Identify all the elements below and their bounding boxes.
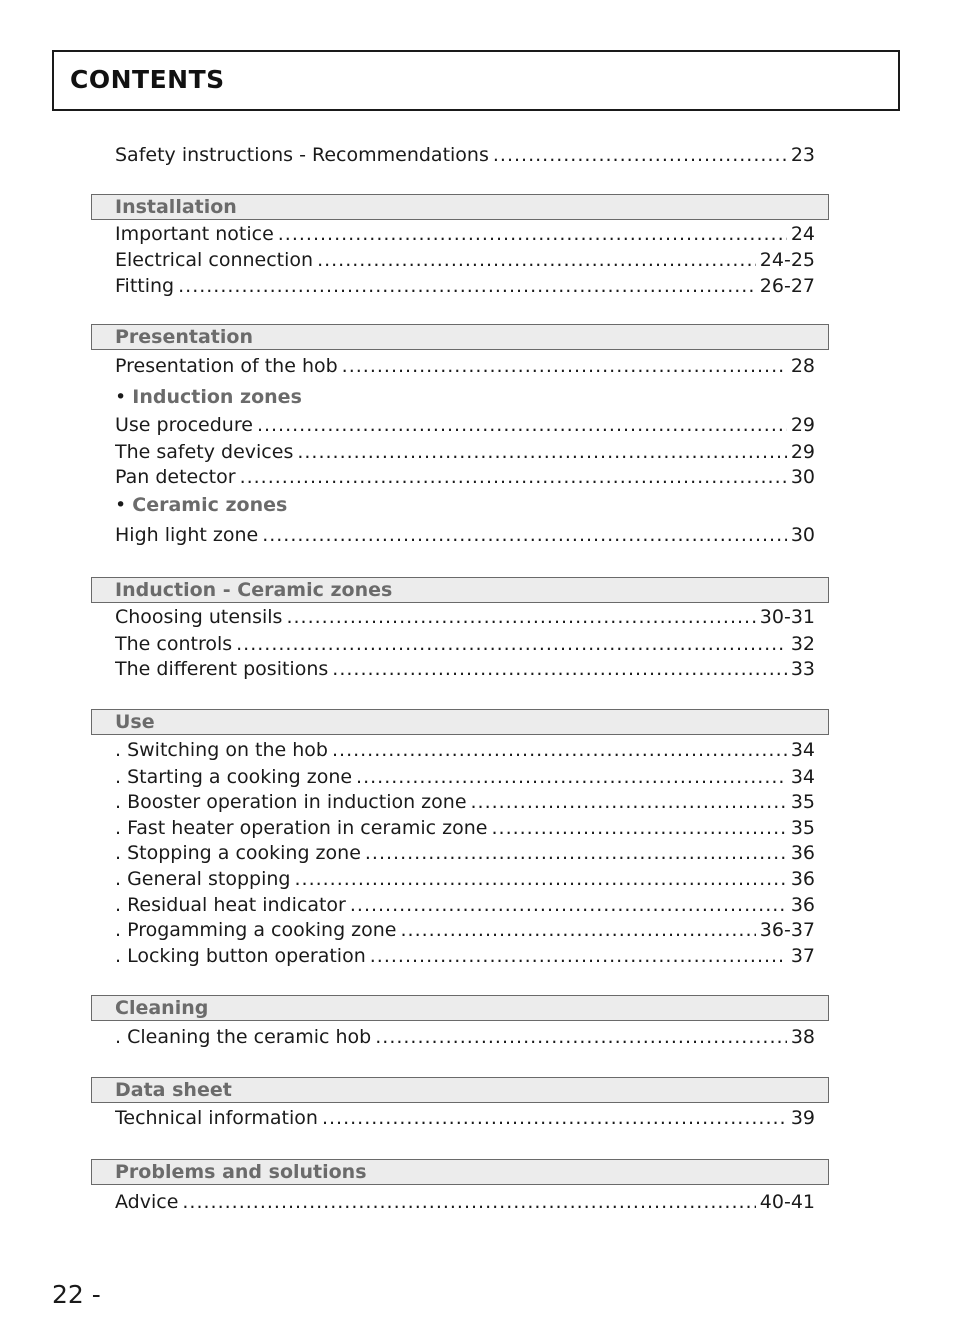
dot-leader [286,604,755,630]
dot-leader [471,789,787,815]
toc-entry-page: 30-31 [759,606,815,628]
dot-leader [375,1024,787,1050]
toc-entry-label: Safety instructions - Recommendations [115,144,489,166]
bullet: • [115,386,127,408]
dot-leader [317,247,756,273]
toc-entry-label: The safety devices [115,441,294,463]
section-header-label: Problems and solutions [115,1161,367,1183]
section-header-use [91,709,829,735]
page-number: 22 - [52,1280,101,1309]
dot-leader [240,464,787,490]
toc-entry-choosing-utensils[interactable] [115,604,815,630]
dot-leader [370,943,787,969]
section-header-presentation [91,324,829,350]
toc-entry-label: . Stopping a cooking zone [115,842,361,864]
section-header-data-sheet [91,1077,829,1103]
toc-entry-page: 28 [790,355,815,377]
toc-entry-label: Important notice [115,223,274,245]
toc-entry-page: 38 [790,1026,815,1048]
toc-entry-starting-zone[interactable] [115,764,815,790]
toc-entry-page: 24 [790,223,815,245]
dot-leader [257,412,787,438]
section-header-label: Presentation [115,326,253,348]
section-header-label: Installation [115,196,237,218]
subheading-ceramic-zones [115,492,287,518]
toc-entry-label: The controls [115,633,233,655]
toc-entry-page: 23 [790,144,815,166]
toc-entry-pan-detector[interactable] [115,464,815,490]
toc-entry-safety[interactable] [115,142,815,168]
toc-entry-different-positions[interactable] [115,656,815,682]
toc-entry-fitting[interactable] [115,273,815,299]
toc-entry-page: 39 [790,1107,815,1129]
dot-leader [178,273,756,299]
dot-leader [356,764,787,790]
toc-entry-programming-zone[interactable] [115,917,815,943]
toc-entry-page: 30 [790,524,815,546]
toc-entry-label: Fitting [115,275,175,297]
toc-entry-label: . Residual heat indicator [115,894,346,916]
toc-entry-label: The different positions [115,658,329,680]
toc-entry-locking-button[interactable] [115,943,815,969]
section-header-label: Cleaning [115,997,209,1019]
toc-entry-page: 36 [790,842,815,864]
toc-entry-page: 36 [790,894,815,916]
toc-entry-safety-devices[interactable] [115,439,815,465]
toc-entry-important-notice[interactable] [115,221,815,247]
toc-entry-page: 35 [790,817,815,839]
toc-entry-controls[interactable] [115,631,815,657]
dot-leader [294,866,786,892]
dot-leader [342,353,787,379]
toc-entry-label: . Fast heater operation in ceramic zone [115,817,488,839]
toc-entry-stopping-zone[interactable] [115,840,815,866]
dot-leader [350,892,787,918]
toc-entry-page: 37 [790,945,815,967]
toc-entry-page: 30 [790,466,815,488]
toc-entry-general-stopping[interactable] [115,866,815,892]
toc-entry-electrical-connection[interactable] [115,247,815,273]
dot-leader [401,917,756,943]
subheading-induction-zones [115,384,302,410]
bullet: • [115,494,127,516]
toc-entry-cleaning-hob[interactable] [115,1024,815,1050]
toc-entry-residual-heat[interactable] [115,892,815,918]
toc-entry-label: . Cleaning the ceramic hob [115,1026,372,1048]
toc-entry-page: 35 [790,791,815,813]
toc-entry-page: 26-27 [759,275,815,297]
section-header-label: Use [115,711,155,733]
toc-entry-fast-heater[interactable] [115,815,815,841]
dot-leader [262,522,787,548]
toc-entry-switching-on[interactable] [115,737,815,763]
toc-entry-page: 34 [790,739,815,761]
toc-entry-label: . Booster operation in induction zone [115,791,467,813]
toc-entry-label: High light zone [115,524,259,546]
toc-entry-page: 32 [790,633,815,655]
dot-leader [332,656,787,682]
toc-entry-label: Use procedure [115,414,253,436]
toc-entry-label: . Progamming a cooking zone [115,919,397,941]
toc-entry-label: Presentation of the hob [115,355,338,377]
toc-entry-label: . Starting a cooking zone [115,766,353,788]
section-header-installation [91,194,829,220]
toc-entry-high-light-zone[interactable] [115,522,815,548]
toc-entry-page: 36 [790,868,815,890]
page-title: CONTENTS [70,65,225,94]
toc-entry-technical-information[interactable] [115,1105,815,1131]
toc-entry-use-procedure[interactable] [115,412,815,438]
toc-entry-page: 24-25 [759,249,815,271]
dot-leader [322,1105,787,1131]
section-header-label: Induction - Ceramic zones [115,579,393,601]
toc-entry-booster-operation[interactable] [115,789,815,815]
toc-entry-page: 36-37 [759,919,815,941]
toc-entry-page: 40-41 [759,1191,815,1213]
section-header-cleaning [91,995,829,1021]
toc-entry-label: . Locking button operation [115,945,366,967]
dot-leader [491,815,786,841]
section-header-induction-ceramic [91,577,829,603]
section-header-problems [91,1159,829,1185]
toc-entry-label: Electrical connection [115,249,314,271]
dot-leader [365,840,787,866]
dot-leader [332,737,787,763]
dot-leader [236,631,787,657]
toc-entry-page: 29 [790,414,815,436]
toc-entry-label: . Switching on the hob [115,739,328,761]
toc-entry-advice[interactable] [115,1189,815,1215]
section-header-label: Data sheet [115,1079,232,1101]
toc-entry-page: 33 [790,658,815,680]
subheading-label: Ceramic zones [132,494,288,516]
dot-leader [493,142,787,168]
contents-title-box [52,50,900,111]
toc-entry-label: Pan detector [115,466,236,488]
toc-entry-label: Technical information [115,1107,318,1129]
toc-entry-page: 34 [790,766,815,788]
toc-entry-page: 29 [790,441,815,463]
subheading-label: Induction zones [132,386,302,408]
dot-leader [278,221,787,247]
dot-leader [297,439,786,465]
dot-leader [182,1189,755,1215]
toc-entry-label: . General stopping [115,868,291,890]
toc-entry-label: Choosing utensils [115,606,283,628]
toc-entry-label: Advice [115,1191,179,1213]
toc-entry-presentation-of-hob[interactable] [115,353,815,379]
